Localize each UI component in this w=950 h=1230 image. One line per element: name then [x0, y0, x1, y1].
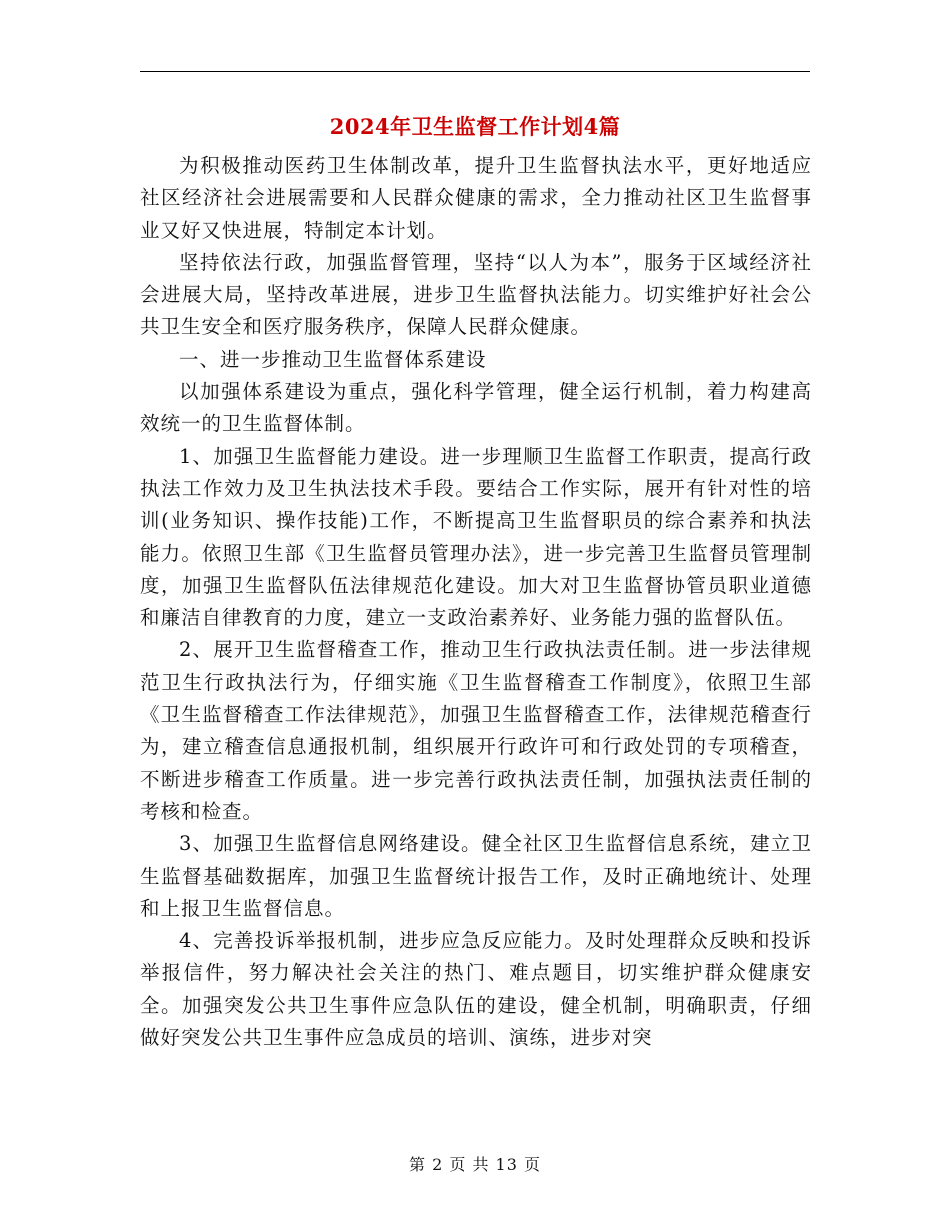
section-heading-1: 一、进一步推动卫生监督体系建设 — [179, 347, 487, 371]
document-title: 2024年卫生监督工作计划4篇 — [329, 114, 621, 139]
paragraph-principles: 坚持依法行政，加强监督管理，坚持“以人为本”，服务于区域经济社会进展大局，坚持改革进展，进步卫生监督执法能力。切实维护好社会公共卫生安全和医疗服务秩序，保障人民群众健康。 — [140, 250, 812, 339]
page-footer: 第 2 页 共 13 页 — [409, 1155, 541, 1174]
paragraph-item-2: 2、展开卫生监督稽查工作，推动卫生行政执法责任制。进一步法律规范卫生行政执法行为，仔细实施《卫生监督稽查工作制度》，依照卫生部《卫生监督稽查工作法律规范》，加强卫生监督稽查工作，法律规范稽查行为，建立稽查信息通报机制，组织展开行政许可和行政处罚的专项稽查，不断进步稽查工作质量。进一步完善行政执法责任制，加强执法责任制的考核和检查。 — [140, 638, 812, 823]
header-rule — [140, 71, 810, 72]
paragraph-item-3: 3、加强卫生监督信息网络建设。健全社区卫生监督信息系统，建立卫生监督基础数据库，加强卫生监督统计报告工作，及时正确地统计、处理和上报卫生监督信息。 — [140, 832, 812, 920]
paragraph-section-1-summary: 以加强体系建设为重点，强化科学管理，健全运行机制，着力构建高效统一的卫生监督体制。 — [140, 380, 812, 436]
paragraph-intro: 为积极推动医药卫生体制改革，提升卫生监督执法水平，更好地适应社区经济社会进展需要和人民群众健康的需求，全力推动社区卫生监督事业又好又快进展，特制定本计划。 — [140, 154, 812, 242]
paragraph-item-1: 1、加强卫生监督能力建设。进一步理顺卫生监督工作职责，提高行政执法工作效力及卫生执法技术手段。要结合工作实际，展开有针对性的培训(业务知识、操作技能)工作，不断提高卫生监督职员的综合素养和执法能力。依照卫生部《卫生监督员管理办法》，进一步完善卫生监督员管理制度，加强卫生监督队伍法律规范化建设。加大对卫生监督协管员职业道德和廉洁自律教育的力度，建立一支政治素养好、业务能力强的监督队伍。 — [140, 444, 812, 630]
document-body — [140, 150, 812, 1054]
paragraph-item-4: 4、完善投诉举报机制，进步应急反应能力。及时处理群众反映和投诉举报信件，努力解决社会关注的热门、难点题目，切实维护群众健康安全。加强突发公共卫生事件应急队伍的建设，健全机制，明确职责，仔细做好突发公共卫生事件应急成员的培训、演练，进步对突 — [140, 929, 812, 1050]
